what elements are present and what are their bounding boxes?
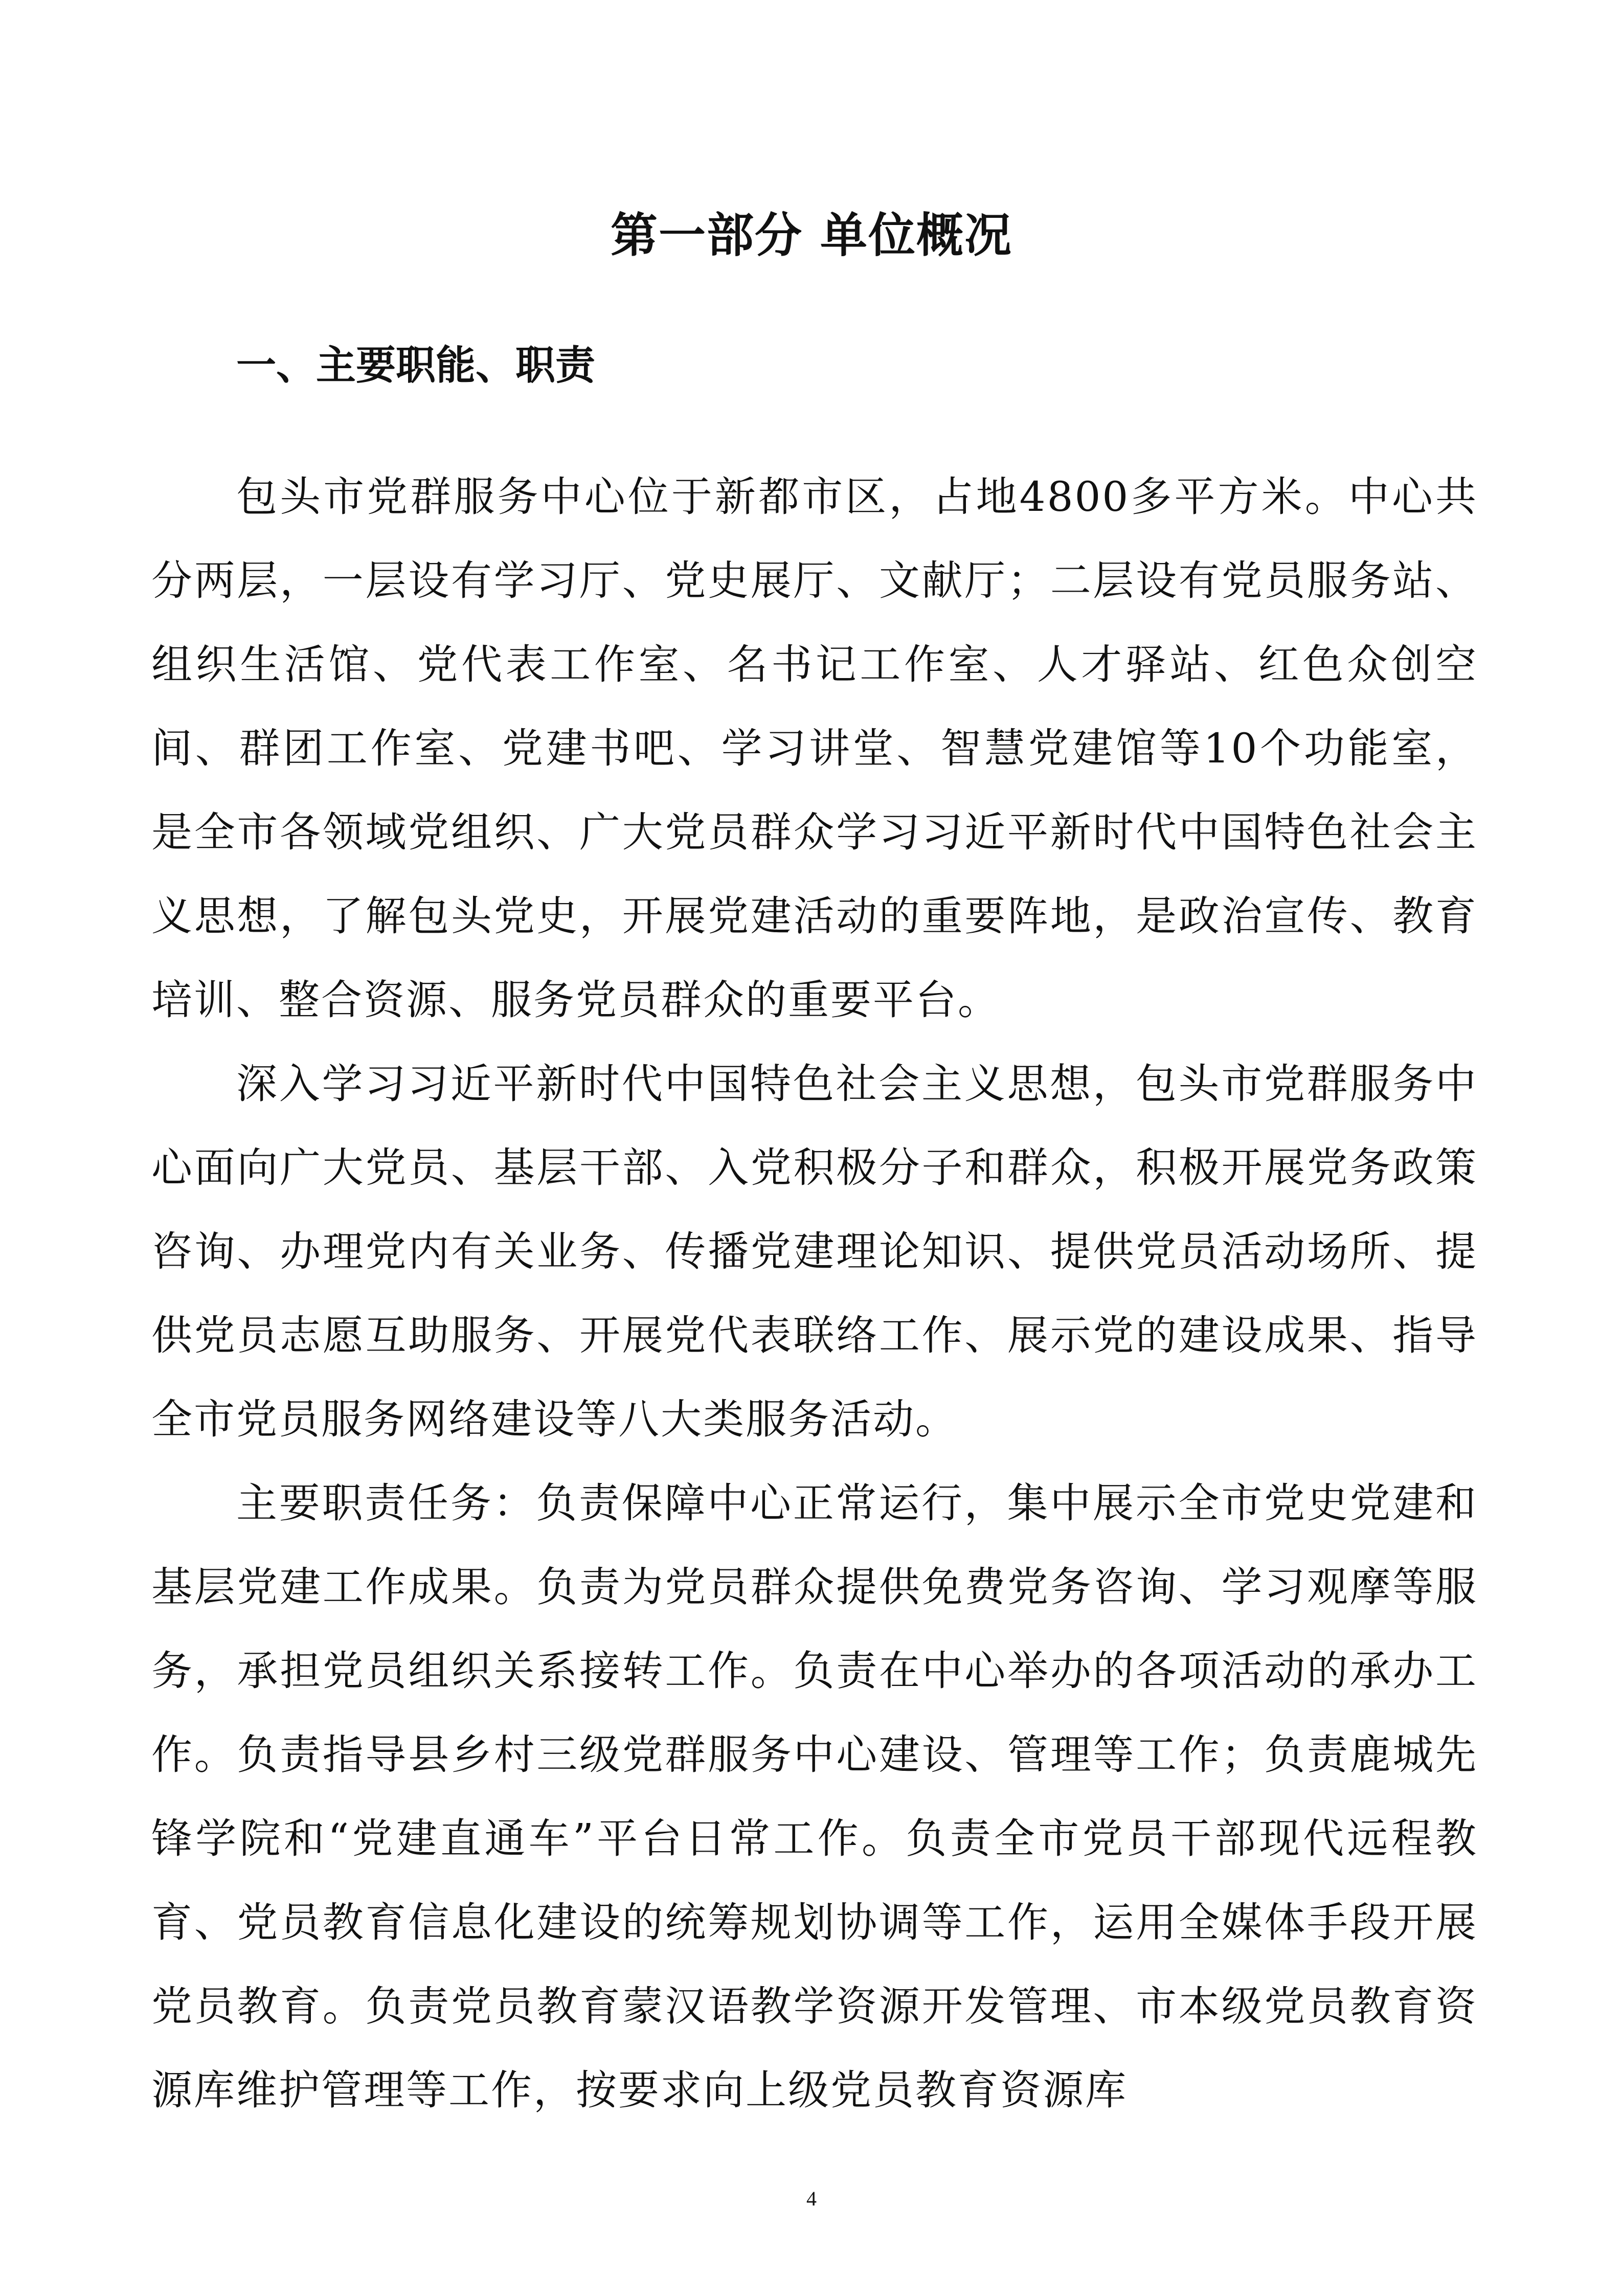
paragraph-services: 深入学习习近平新时代中国特色社会主义思想，包头市党群服务中心面向广大党员、基层干部、入党积极分子和群众，积极开展党务政策咨询、办理党内有关业务、传播党建理论知识、提供党员活动场所、提供党员志愿互助服务、开展党代表联络工作、展示党的建设成果、指导全市党员服务网络建设等八大类服务活动。 (151, 1060, 1478, 1443)
section-heading: 一、主要职能、职责 (236, 343, 596, 389)
paragraph-responsibilities: 主要职责任务：负责保障中心正常运行，集中展示全市党史党建和基层党建工作成果。负责为党员群众提供免费党务咨询、学习观摩等服务，承担党员组织关系接转工作。负责在中心举办的各项活动的承办工作。负责指导县乡村三级党群服务中心建设、管理等工作；负责鹿城先锋学院和“党建直通车”平台日常工作。负责全市党员干部现代远程教育、党员教育信息化建设的统筹规划协调等工作，运用全媒体手段开展党员教育。负责党员教育蒙汉语教学资源开发管理、市本级党员教育资源库维护管理等工作，按要求向上级党员教育资源库 (151, 1479, 1478, 2114)
body-text (151, 455, 1478, 2132)
page-title: 第一部分 单位概况 (610, 208, 1013, 263)
page-number: 4 (806, 2187, 817, 2210)
paragraph-overview: 包头市党群服务中心位于新都市区，占地4800多平方米。中心共分两层，一层设有学习厅、党史展厅、文献厅；二层设有党员服务站、组织生活馆、党代表工作室、名书记工作室、人才驿站、红色众创空间、群团工作室、党建书吧、学习讲堂、智慧党建馆等10个功能室，是全市各领域党组织、广大党员群众学习习近平新时代中国特色社会主义思想，了解包头党史，开展党建活动的重要阵地，是政治宣传、教育培训、整合资源、服务党员群众的重要平台。 (151, 473, 1478, 1024)
